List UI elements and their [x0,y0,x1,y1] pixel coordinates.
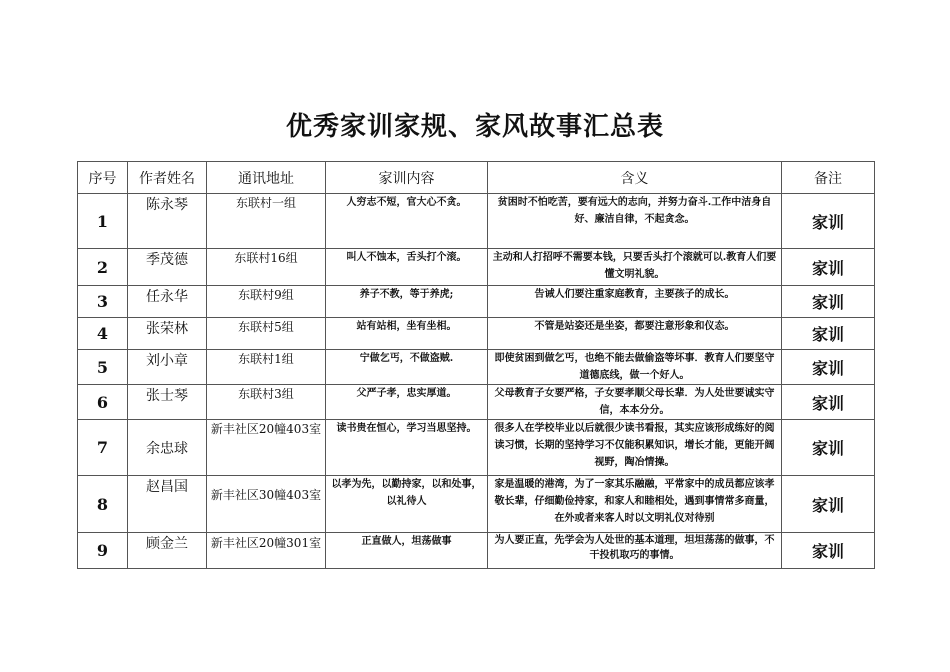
row-number: 4 [78,318,128,350]
table-header-row [78,162,875,194]
address: 新丰社区20幢301室 [207,533,326,569]
motto-content: 站有站相，坐有坐相。 [326,318,488,350]
header-meaning: 含义 [488,162,782,194]
motto-meaning: 告诫人们要注重家庭教育，主要孩子的成长。 [488,286,782,318]
row-number: 5 [78,350,128,385]
author-name: 顾金兰 [128,533,207,569]
address: 新丰社区30幢403室 [207,476,326,533]
author-name: 张荣林 [128,318,207,350]
note: 家训 [782,420,875,476]
motto-meaning: 父母教育子女要严格，子女要孝顺父母长辈．为人处世要诚实守信，本本分分。 [488,385,782,420]
motto-content: 宁做乞丐，不做盗贼. [326,350,488,385]
address: 东联村16组 [207,249,326,286]
document-title: 优秀家训家规、家风故事汇总表 [285,112,664,142]
note: 家训 [782,476,875,533]
author-name: 季茂德 [128,249,207,286]
table-row [78,194,875,249]
address: 新丰社区20幢403室 [207,420,326,476]
author-name: 张士琴 [128,385,207,420]
motto-meaning: 主动和人打招呼不需要本钱，只要舌头打个滚就可以.教育人们要懂文明礼貌。 [488,249,782,286]
note: 家训 [782,533,875,569]
motto-content: 人穷志不短，官大心不贪。 [326,194,488,249]
note: 家训 [782,249,875,286]
motto-meaning: 很多人在学校毕业以后就很少读书看报，其实应该形成练好的阅读习惯，长期的坚持学习不仅能积累知识，增长才能，更能开阔视野，陶冶情操。 [488,420,782,476]
motto-meaning: 即使贫困到做乞丐，也绝不能去做偷盗等坏事．教育人们要坚守道德底线，做一个好人。 [488,350,782,385]
header-note: 备注 [782,162,875,194]
author-name: 余忠球 [128,420,207,476]
header-name: 作者姓名 [128,162,207,194]
address: 东联村3组 [207,385,326,420]
row-number: 8 [78,476,128,533]
header-content: 家训内容 [326,162,488,194]
table-row [78,249,875,286]
table-row [78,533,875,569]
header-address: 通讯地址 [207,162,326,194]
author-name: 赵昌国 [128,476,207,533]
table-row [78,420,875,476]
author-name: 陈永琴 [128,194,207,249]
author-name: 任永华 [128,286,207,318]
table-row [78,318,875,350]
address: 东联村一组 [207,194,326,249]
note: 家训 [782,318,875,350]
motto-meaning: 贫困时不怕吃苦，要有远大的志向，并努力奋斗.工作中洁身自好、廉洁自律，不起贪念。 [488,194,782,249]
address: 东联村9组 [207,286,326,318]
motto-meaning: 为人要正直，先学会为人处世的基本道理，坦坦荡荡的做事，不干投机取巧的事情。 [488,533,782,569]
row-number: 3 [78,286,128,318]
note: 家训 [782,194,875,249]
summary-table [77,161,875,569]
motto-content: 正直做人，坦荡做事 [326,533,488,569]
note: 家训 [782,286,875,318]
author-name: 刘小章 [128,350,207,385]
motto-meaning: 家是温暖的港湾，为了一家其乐融融，平常家中的成员都应该孝敬长辈，仔细勤俭持家，和家人和睦相处，遇到事情常多商量，在外或者来客人时以文明礼仪对待别 [488,476,782,533]
row-number: 1 [78,194,128,249]
header-no: 序号 [78,162,128,194]
row-number: 2 [78,249,128,286]
address: 东联村1组 [207,350,326,385]
table-row [78,476,875,533]
address: 东联村5组 [207,318,326,350]
note: 家训 [782,350,875,385]
motto-content: 以孝为先，以勤持家，以和处事，以礼待人 [326,476,488,533]
row-number: 6 [78,385,128,420]
row-number: 9 [78,533,128,569]
motto-content: 父严子孝，忠实厚道。 [326,385,488,420]
table-row [78,350,875,385]
row-number: 7 [78,420,128,476]
motto-content: 叫人不蚀本，舌头打个滚。 [326,249,488,286]
table-row [78,385,875,420]
motto-content: 读书贵在恒心，学习当思坚持。 [326,420,488,476]
table-row [78,286,875,318]
motto-content: 养子不教，等于养虎; [326,286,488,318]
note: 家训 [782,385,875,420]
motto-meaning: 不管是站姿还是坐姿，都要注意形象和仪态。 [488,318,782,350]
